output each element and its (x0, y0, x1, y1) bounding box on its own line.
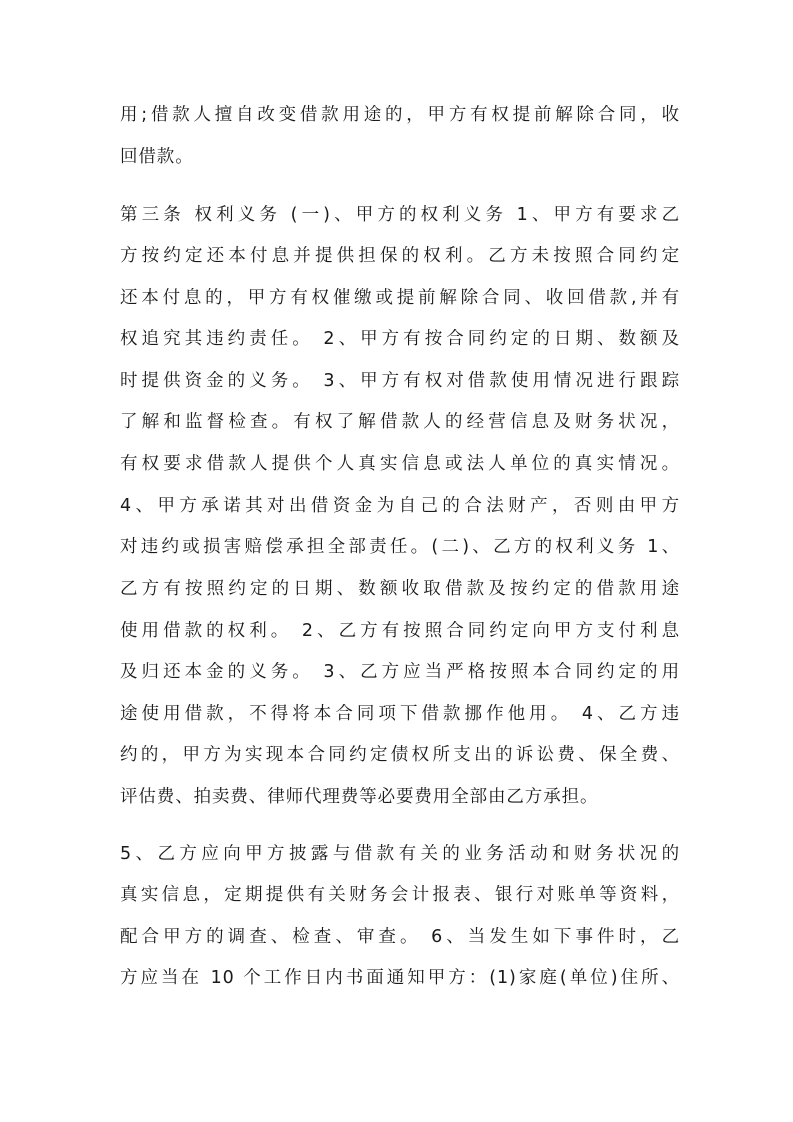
text-line: 途使用借款，不得将本合同项下借款挪作他用。 4、乙方违 (120, 704, 680, 724)
text-line: 4、甲方承诺其对出借资金为自己的合法财产，否则由甲方 (120, 496, 680, 516)
text-line: 5、乙方应向甲方披露与借款有关的业务活动和财务状况的 (120, 844, 680, 864)
text-line: 时提供资金的义务。 3、甲方有权对借款使用情况进行跟踪 (120, 371, 680, 391)
text-line: 回借款。 (120, 147, 194, 167)
text-line: 第三条 权利义务 (一)、甲方的权利义务 1、甲方有要求乙 (120, 205, 680, 225)
text-line: 了解和监督检查。有权了解借款人的经营信息及财务状况， (120, 412, 680, 432)
text-line: 评估费、拍卖费、律师代理费等必要费用全部由乙方承担。 (120, 787, 599, 807)
text-line: 约的，甲方为实现本合同约定债权所支出的诉讼费、保全费、 (120, 745, 680, 765)
text-line: 配合甲方的调查、检查、审查。 6、当发生如下事件时，乙 (120, 927, 680, 947)
text-line: 还本付息的，甲方有权催缴或提前解除合同、收回借款,并有 (120, 288, 680, 308)
text-line: 方应当在 10 个工作日内书面通知甲方：(1)家庭(单位)住所、 (120, 968, 680, 988)
text-line: 权追究其违约责任。 2、甲方有按合同约定的日期、数额及 (120, 329, 680, 349)
text-line: 使用借款的权利。 2、乙方有按照合同约定向甲方支付利息 (120, 621, 680, 641)
text-line: 方按约定还本付息并提供担保的权利。乙方未按照合同约定 (120, 246, 680, 266)
text-line: 及归还本金的义务。 3、乙方应当严格按照本合同约定的用 (120, 662, 680, 682)
text-line: 真实信息，定期提供有关财务会计报表、银行对账单等资料， (120, 885, 680, 905)
text-line: 对违约或损害赔偿承担全部责任。(二)、乙方的权利义务 1、 (120, 537, 680, 557)
text-line: 用;借款人擅自改变借款用途的，甲方有权提前解除合同，收 (120, 105, 680, 125)
text-line: 乙方有按照约定的日期、数额收取借款及按约定的借款用途 (120, 579, 680, 599)
text-line: 有权要求借款人提供个人真实信息或法人单位的真实情况。 (120, 454, 680, 474)
